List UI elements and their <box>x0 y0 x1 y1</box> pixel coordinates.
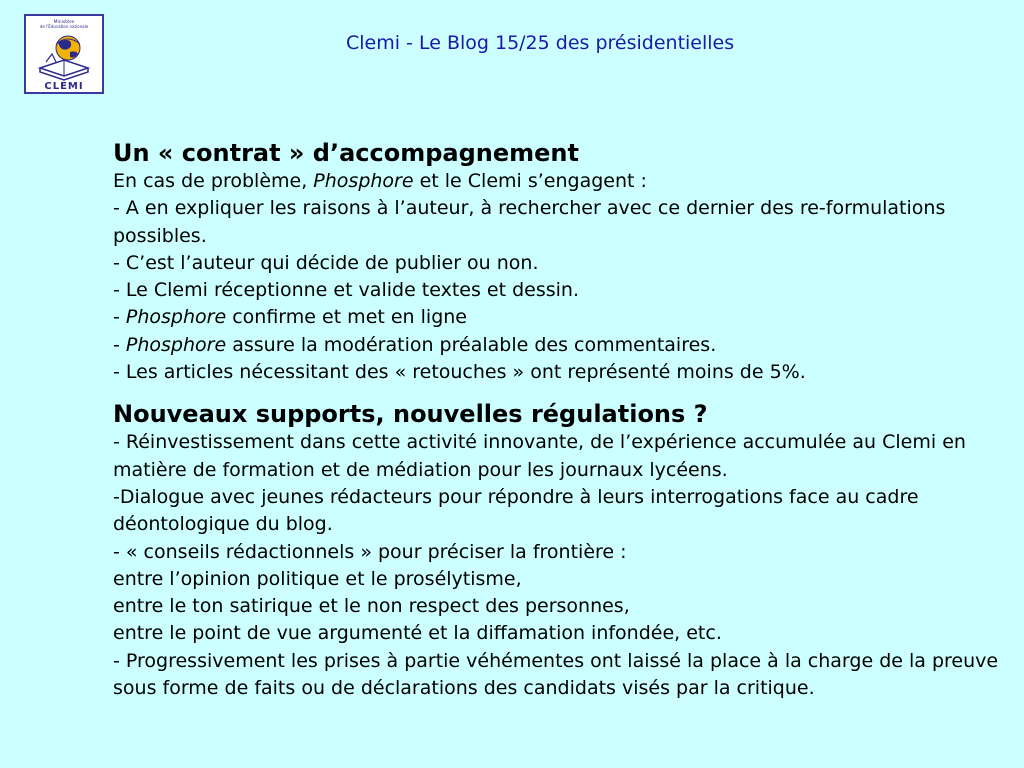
section-new-regulations <box>113 399 1008 702</box>
section-heading: Un « contrat » d’accompagnement <box>113 139 579 167</box>
slide-content <box>113 138 1008 702</box>
paragraph: -Dialogue avec jeunes rédacteurs pour répondre à leurs interrogations face au cadre déontologique du blog. <box>113 485 919 536</box>
intro-prefix: En cas de problème, <box>113 170 314 192</box>
bullet-item: - Les articles nécessitant des « retouches » ont représenté moins de 5%. <box>113 361 806 384</box>
intro-italic: Phosphore <box>313 170 414 192</box>
logo-wordmark: CLEMI <box>44 81 84 92</box>
logo-top-text-1: Ministère <box>53 20 75 25</box>
logo-top-text-2: de l'Éducation nationale <box>39 24 89 29</box>
item-italic: Phosphore <box>125 333 227 356</box>
bullet-item: - A en expliquer les raisons à l’auteur, à rechercher avec ce dernier des re-formulations possibles. <box>113 197 946 247</box>
item-italic: Phosphore <box>125 306 227 329</box>
item-prefix: - <box>113 306 126 329</box>
item-suffix: assure la modération préalable des commentaires. <box>226 333 717 356</box>
bullet-item <box>113 332 1008 359</box>
clemi-logo <box>24 14 104 94</box>
item-prefix: - <box>113 333 126 356</box>
globe-book-icon <box>26 16 102 92</box>
intro-line <box>113 168 1008 195</box>
paragraph: - Réinvestissement dans cette activité innovante, de l’expérience accumulée au Clemi en matière de formation et de médiation pour les journaux lycéens. <box>113 431 966 481</box>
paragraph: - « conseils rédactionnels » pour préciser la frontière : <box>113 540 627 563</box>
slide-title: Clemi - Le Blog 15/25 des présidentielles <box>346 32 735 54</box>
item-suffix: confirme et met en ligne <box>226 306 467 329</box>
bullet-item <box>113 304 1008 331</box>
bullet-item: - Le Clemi réceptionne et valide textes et dessin. <box>113 279 580 302</box>
paragraph: - Progressivement les prises à partie véhémentes ont laissé la place à la charge de la preuve sous forme de faits ou de déclarations des candidats visés par la critique. <box>113 649 999 700</box>
paragraph: entre le point de vue argumenté et la diffamation infondée, etc. <box>113 622 722 645</box>
bullet-item: - C’est l’auteur qui décide de publier ou non. <box>113 251 539 274</box>
paragraph: entre l’opinion politique et le prosélytisme, <box>113 567 522 590</box>
paragraph: entre le ton satirique et le non respect des personnes, <box>113 595 630 618</box>
section-contract <box>113 138 1008 386</box>
section-heading: Nouveaux supports, nouvelles régulations ? <box>113 400 708 429</box>
intro-suffix: et le Clemi s’engagent : <box>413 170 647 192</box>
